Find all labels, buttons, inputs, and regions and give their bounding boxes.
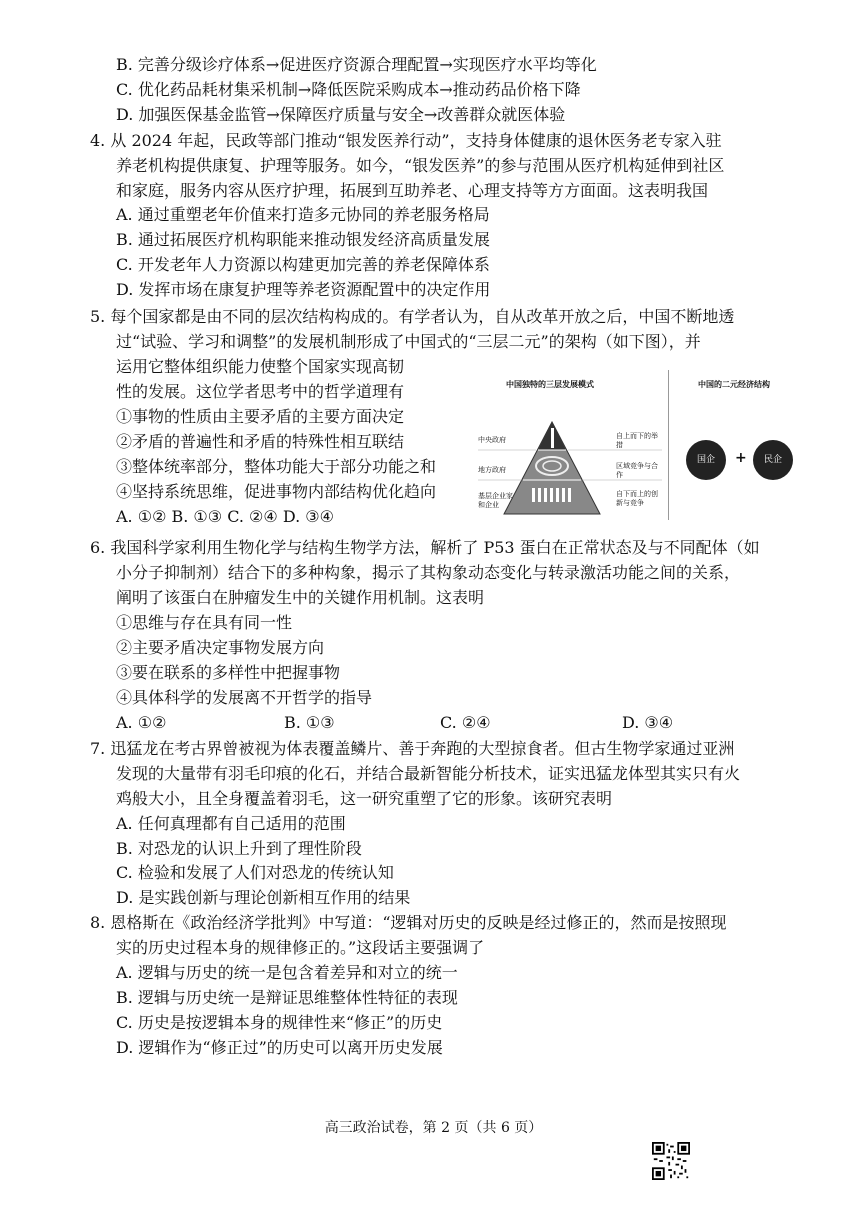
q8-stem-line-1: 8. 恩格斯在《政治经济学批判》中写道：“逻辑对历史的反映是经过修正的，然而是按照现 (90, 913, 727, 932)
q6-option-c: C. ②④ (440, 713, 491, 732)
q5-statement-4: ④坚持系统思维，促进事物内部结构优化趋向 (116, 482, 437, 501)
private-enterprise-circle: 民企 (753, 440, 793, 480)
q6-stem-line-3: 阐明了该蛋白在肿瘤发生中的关键作用机制。这表明 (116, 588, 485, 607)
q5-stem-line-3: 运用它整体组织能力使整个国家实现高韧 (116, 357, 405, 376)
q3-option-c: C. 优化药品耗材集采机制→降低医院采购成本→推动药品价格下降 (116, 80, 581, 99)
q8-option-a: A. 逻辑与历史的统一是包含着差异和对立的统一 (116, 963, 458, 982)
q7-option-d: D. 是实践创新与理论创新相互作用的结果 (116, 888, 411, 907)
pyramid-right-bottom-label: 自下而上的创新与竞争 (616, 490, 658, 507)
q5-options: A. ①② B. ①③ C. ②④ D. ③④ (116, 507, 334, 526)
q7-stem-line-3: 鸡般大小，且全身覆盖着羽毛，这一研究重塑了它的形象。该研究表明 (116, 789, 613, 808)
q7-option-b: B. 对恐龙的认识上升到了理性阶段 (116, 839, 362, 858)
plus-sign: + (735, 450, 747, 466)
pyramid-level-bottom-label: 基层企业家和企业 (478, 492, 513, 509)
q6-option-d: D. ③④ (622, 713, 674, 732)
qr-code-icon (652, 1142, 690, 1180)
q5-stem-line-1: 5. 每个国家都是由不同的层次结构构成的。有学者认为，自从改革开放之后，中国不断地透 (90, 307, 735, 326)
q5-statement-1: ①事物的性质由主要矛盾的主要方面决定 (116, 407, 405, 426)
q7-stem-line-1: 7. 迅猛龙在考古界曾被视为体表覆盖鳞片、善于奔跑的大型掠食者。但古生物学家通过亚洲 (90, 739, 735, 758)
q4-stem-line-1: 4. 从 2024 年起，民政等部门推动“银发医养行动”，支持身体健康的退休医务老专家入驻 (90, 131, 722, 150)
q5-stem-line-4: 性的发展。这位学者思考中的哲学道理有 (116, 382, 405, 401)
q8-option-b: B. 逻辑与历史统一是辩证思维整体性特征的表现 (116, 988, 458, 1007)
q6-statement-1: ①思维与存在具有同一性 (116, 613, 293, 632)
q8-stem-line-2: 实的历史过程本身的规律修正的。”这段话主要强调了 (116, 938, 485, 957)
q4-option-d: D. 发挥市场在康复护理等养老资源配置中的决定作用 (116, 280, 491, 299)
q6-statement-2: ②主要矛盾决定事物发展方向 (116, 638, 325, 657)
pyramid-level-middle-label: 地方政府 (478, 466, 506, 474)
q7-stem-line-2: 发现的大量带有羽毛印痕的化石，并结合最新智能分析技术，证实迅猛龙体型其实只有火 (116, 764, 741, 783)
q8-option-d: D. 逻辑作为“修正过”的历史可以离开历史发展 (116, 1038, 443, 1057)
figure-title-left: 中国独特的三层发展模式 (506, 380, 594, 389)
q4-stem-line-3: 和家庭，服务内容从医疗护理，拓展到互助养老、心理支持等方方面面。这表明我国 (116, 181, 709, 200)
q7-option-a: A. 任何真理都有自己适用的范围 (116, 814, 346, 833)
q8-option-c: C. 历史是按逻辑本身的规律性来“修正”的历史 (116, 1013, 443, 1032)
q6-stem-line-2: 小分子抑制剂）结合下的多种构象，揭示了其构象动态变化与转录激活功能之间的关系， (116, 563, 741, 582)
pyramid-right-top-label: 自上而下的举措 (616, 432, 658, 449)
q3-option-d: D. 加强医保基金监管→保障医疗质量与安全→改善群众就医体验 (116, 105, 566, 124)
q4-option-c: C. 开发老年人力资源以构建更加完善的养老保障体系 (116, 255, 490, 274)
q5-statement-2: ②矛盾的普遍性和矛盾的特殊性相互联结 (116, 432, 405, 451)
state-enterprise-circle: 国企 (686, 440, 726, 480)
q4-stem-line-2: 养老机构提供康复、护理等服务。如今，“银发医养”的参与范围从医疗机构延伸到社区 (116, 156, 725, 175)
q6-statement-3: ③要在联系的多样性中把握事物 (116, 663, 341, 682)
q3-option-b: B. 完善分级诊疗体系→促进医疗资源合理配置→实现医疗水平均等化 (116, 55, 597, 74)
q5-figure (476, 370, 811, 522)
q5-stem-line-2: 过“试验、学习和调整”的发展机制形成了中国式的“三层二元”的架构（如下图），并 (116, 332, 701, 351)
figure-title-right: 中国的二元经济结构 (698, 380, 770, 389)
q6-statement-4: ④具体科学的发展离不开哲学的指导 (116, 688, 373, 707)
q4-option-b: B. 通过拓展医疗机构职能来推动银发经济高质量发展 (116, 230, 490, 249)
q7-option-c: C. 检验和发展了人们对恐龙的传统认知 (116, 863, 394, 882)
q6-option-a: A. ①② (116, 713, 167, 732)
q4-option-a: A. 通过重塑老年价值来打造多元协同的养老服务格局 (116, 205, 490, 224)
q6-option-b: B. ①③ (284, 713, 335, 732)
q6-stem-line-1: 6. 我国科学家利用生物化学与结构生物学方法，解析了 P53 蛋白在正常状态及与不同配体（如 (90, 538, 760, 557)
figure-divider (668, 370, 669, 520)
q5-statement-3: ③整体统率部分，整体功能大于部分功能之和 (116, 457, 437, 476)
page-footer: 高三政治试卷，第 2 页（共 6 页） (324, 1120, 543, 1136)
pyramid-level-top-label: 中央政府 (478, 436, 506, 444)
pyramid-right-middle-label: 区域竞争与合作 (616, 462, 658, 479)
